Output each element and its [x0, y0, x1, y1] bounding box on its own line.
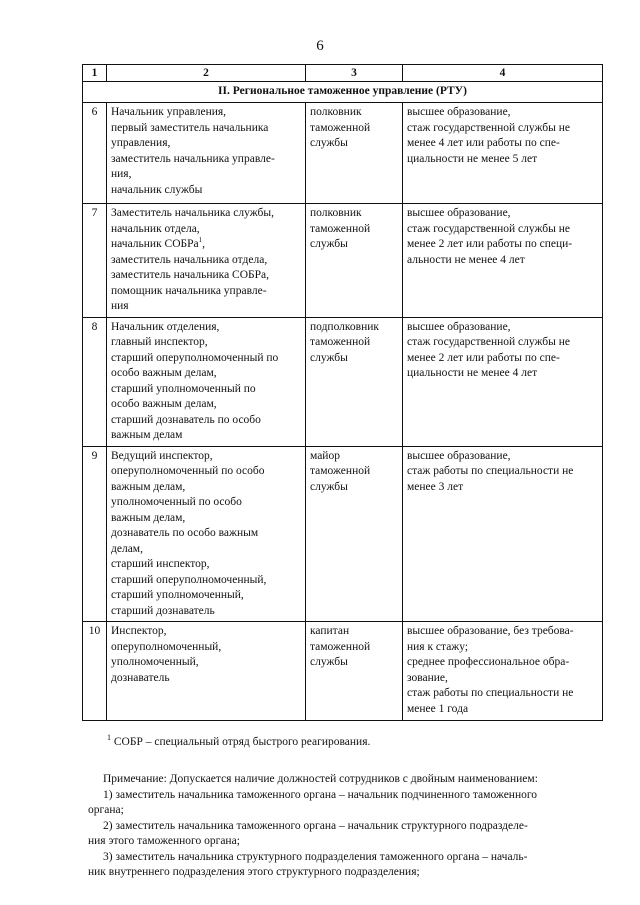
position-line: дознаватель	[111, 671, 170, 684]
positions-cell	[107, 103, 306, 204]
position-line: важным делам,	[111, 511, 186, 524]
requirement-line: менее 3 лет	[407, 480, 464, 493]
position-line: старший дознаватель по особо	[111, 413, 261, 426]
requirement-line: стаж государственной службы не	[407, 222, 570, 235]
requirements-cell	[403, 622, 603, 721]
table-row	[83, 204, 603, 318]
positions-cell	[107, 204, 306, 318]
note-line: 2) заместитель начальника таможенного органа – начальник структурного подразделе-	[103, 819, 528, 832]
footnote-mark: 1	[198, 236, 203, 245]
note-line: Примечание: Допускается наличие должностей сотрудников с двойным наименованием:	[103, 773, 538, 785]
requirement-line: высшее образование,	[407, 320, 511, 333]
positions-table	[82, 64, 603, 721]
footnote	[107, 733, 370, 748]
requirement-line: стаж государственной службы не	[407, 121, 570, 134]
position-line: Заместитель начальника службы,	[111, 207, 274, 219]
header-col-3: 3	[306, 65, 403, 82]
requirements-cell	[403, 317, 603, 446]
position-line: управления,	[111, 137, 171, 149]
requirement-line: высшее образование,	[407, 106, 511, 118]
rank-cell	[306, 204, 403, 318]
position-line: Инспектор,	[111, 625, 167, 637]
table-row	[83, 622, 603, 721]
requirement-line: зование,	[407, 671, 448, 684]
note-line: 3) заместитель начальника структурного подразделения таможенного органа – началь-	[103, 850, 528, 863]
row-number: 9	[83, 446, 107, 622]
position-line: Начальник отделения,	[111, 320, 220, 333]
rank-line: майор	[310, 449, 340, 462]
position-line: старший уполномоченный,	[111, 589, 244, 601]
position-line: старший оперуполномоченный по	[111, 351, 279, 364]
position-line: ния	[111, 300, 129, 312]
header-col-4: 4	[403, 65, 603, 82]
position-line: важным делам,	[111, 480, 186, 493]
row-number: 10	[83, 622, 107, 721]
position-line: старший оперуполномоченный,	[111, 573, 267, 586]
position-line: оперуполномоченный,	[111, 640, 222, 653]
note-line: органа;	[88, 804, 124, 816]
rank-line: капитан	[310, 625, 350, 637]
header-col-2: 2	[107, 65, 306, 82]
rank-cell	[306, 103, 403, 204]
requirement-line: высшее образование,	[407, 449, 511, 462]
position-line: первый заместитель начальника	[111, 121, 269, 134]
position-line: ния,	[111, 168, 132, 180]
positions-cell	[107, 446, 306, 622]
requirement-line: альности не менее 4 лет	[407, 253, 525, 266]
requirement-line: стаж работы по специальности не	[407, 465, 574, 477]
rank-cell	[306, 622, 403, 721]
position-line: заместитель начальника СОБРа,	[111, 269, 270, 281]
section-row	[83, 82, 603, 103]
position-line: помощник начальника управле-	[111, 284, 267, 297]
positions-cell	[107, 622, 306, 721]
footnote-text: СОБР – специальный отряд быстрого реагирования.	[111, 735, 371, 748]
rank-cell	[306, 317, 403, 446]
requirement-line: стаж работы по специальности не	[407, 687, 574, 699]
requirements-cell	[403, 204, 603, 318]
position-line: главный инспектор,	[111, 336, 208, 348]
rank-line: таможенной	[310, 121, 371, 134]
requirement-line: менее 2 лет или работы по спе-	[407, 351, 560, 364]
note-line: ник внутреннего подразделения этого структурного подразделения;	[88, 866, 420, 878]
position-line: особо важным делам,	[111, 367, 217, 379]
position-line: заместитель начальника отдела,	[111, 253, 268, 266]
positions-cell	[107, 317, 306, 446]
position-line: уполномоченный по особо	[111, 496, 242, 508]
rank-line: полковник	[310, 207, 362, 219]
rank-line: таможенной	[310, 640, 371, 653]
section-title: II. Региональное таможенное управление (РТУ)	[83, 82, 603, 103]
note-line: 1) заместитель начальника таможенного органа – начальник подчиненного таможенного	[103, 788, 538, 801]
requirement-line: стаж государственной службы не	[407, 336, 570, 348]
position-line: старший инспектор,	[111, 558, 210, 570]
note-block	[88, 772, 598, 881]
requirement-line: циальности не менее 4 лет	[407, 367, 538, 379]
rank-line: службы	[310, 480, 348, 493]
table-row	[83, 446, 603, 622]
rank-line: службы	[310, 137, 348, 149]
position-line: старший уполномоченный по	[111, 382, 256, 395]
position-line: оперуполномоченный по особо	[111, 465, 265, 477]
requirement-line: циальности не менее 5 лет	[407, 152, 538, 165]
row-number: 7	[83, 204, 107, 318]
page-number: 6	[316, 38, 324, 54]
requirement-line: среднее профессиональное обра-	[407, 656, 570, 668]
requirement-line: высшее образование,	[407, 207, 511, 219]
row-number: 8	[83, 317, 107, 446]
position-line: уполномоченный,	[111, 656, 199, 668]
position-line: важным делам	[111, 429, 183, 441]
rank-line: подполковник	[310, 320, 379, 333]
position-line: Ведущий инспектор,	[111, 449, 213, 462]
note-line: ния этого таможенного органа;	[88, 835, 240, 847]
position-line: начальник отдела,	[111, 222, 200, 235]
table-row	[83, 317, 603, 446]
position-line: дознаватель по особо важным	[111, 527, 259, 539]
rank-line: службы	[310, 238, 348, 250]
requirement-line: высшее образование, без требова-	[407, 625, 574, 637]
footnote-mark: 1	[107, 733, 111, 742]
position-line: начальник службы	[111, 183, 203, 196]
position-line: старший дознаватель	[111, 604, 215, 617]
position-line: заместитель начальника управле-	[111, 152, 275, 165]
requirements-cell	[403, 103, 603, 204]
rank-line: таможенной	[310, 222, 371, 235]
position-line: особо важным делам,	[111, 398, 217, 410]
header-row	[83, 65, 603, 82]
requirement-line: менее 2 лет или работы по специ-	[407, 238, 573, 250]
table-row	[83, 103, 603, 204]
position-line: Начальник управления,	[111, 106, 227, 118]
rank-line: службы	[310, 351, 348, 364]
rank-line: полковник	[310, 106, 362, 118]
rank-cell	[306, 446, 403, 622]
row-number: 6	[83, 103, 107, 204]
requirements-cell	[403, 446, 603, 622]
position-line: начальник СОБРа$^1$,	[111, 236, 205, 250]
position-line: делам,	[111, 542, 143, 555]
requirement-line: ния к стажу;	[407, 640, 469, 653]
rank-line: таможенной	[310, 336, 371, 348]
requirement-line: менее 4 лет или работы по спе-	[407, 137, 560, 149]
rank-line: таможенной	[310, 465, 371, 477]
header-col-1: 1	[83, 65, 107, 82]
rank-line: службы	[310, 656, 348, 668]
requirement-line: менее 1 года	[407, 702, 469, 715]
